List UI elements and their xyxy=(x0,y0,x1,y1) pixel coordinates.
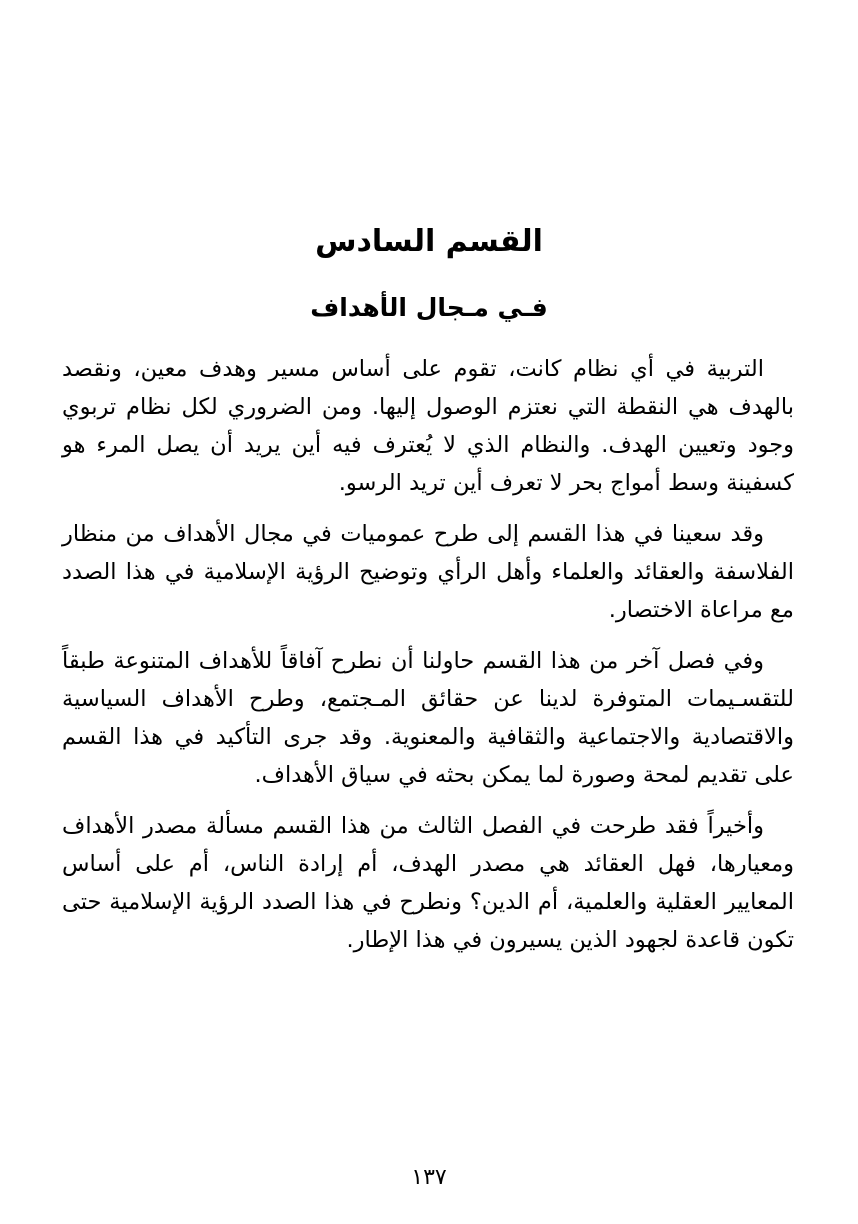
paragraph: وفي فصل آخر من هذا القسم حاولنا أن نطرح آفاقاً للأهداف المتنوعة طبقاً للتقسـيمات المتوفرة لدينا عن حقائق المـجتمع، وطرح الأهداف السياسية والاقتصادية والاجتماعية والثقافية والمعنوية. وقد جرى التأكيد في هذا القسم على تقديم لمحة وصورة لما يمكن بحثه في سياق الأهداف. xyxy=(62,648,794,788)
paragraph: التربية في أي نظام كانت، تقوم على أساس مسير وهدف معين، ونقصد بالهدف هي النقطة التي نعتزم الوصول إليها. ومن الضروري لكل نظام تربوي وجود وتعيين الهدف. والنظام الذي لا يُعترف فيه أين يريد أن يصل المرء هو كسفينة وسط أمواج بحر لا تعرف أين تريد الرسو. xyxy=(62,356,794,496)
page-number: ١٣٧ xyxy=(411,1165,447,1190)
paragraph: وأخيراً فقد طرحت في الفصل الثالث من هذا القسم مسألة مصدر الأهداف ومعيارها، فهل العقائد هي مصدر الهدف، أم إرادة الناس، أم على أساس المعايير العقلية والعلمية، أم الدين؟ ونطرح في هذا الصدد الرؤية الإسلامية حتى تكون قاعدة لجهود الذين يسيرون في هذا الإطار. xyxy=(62,813,794,953)
page-subtitle: فـي مـجال الأهداف xyxy=(310,293,548,322)
body-text xyxy=(62,350,794,959)
page-title: القسم السادس xyxy=(315,224,543,259)
paragraph: وقد سعينا في هذا القسم إلى طرح عموميات في مجال الأهداف من منظار الفلاسفة والعقائد والعلماء وأهل الرأي وتوضيح الرؤية الإسلامية في هذا الصدد مع مراعاة الاختصار. xyxy=(62,521,794,623)
